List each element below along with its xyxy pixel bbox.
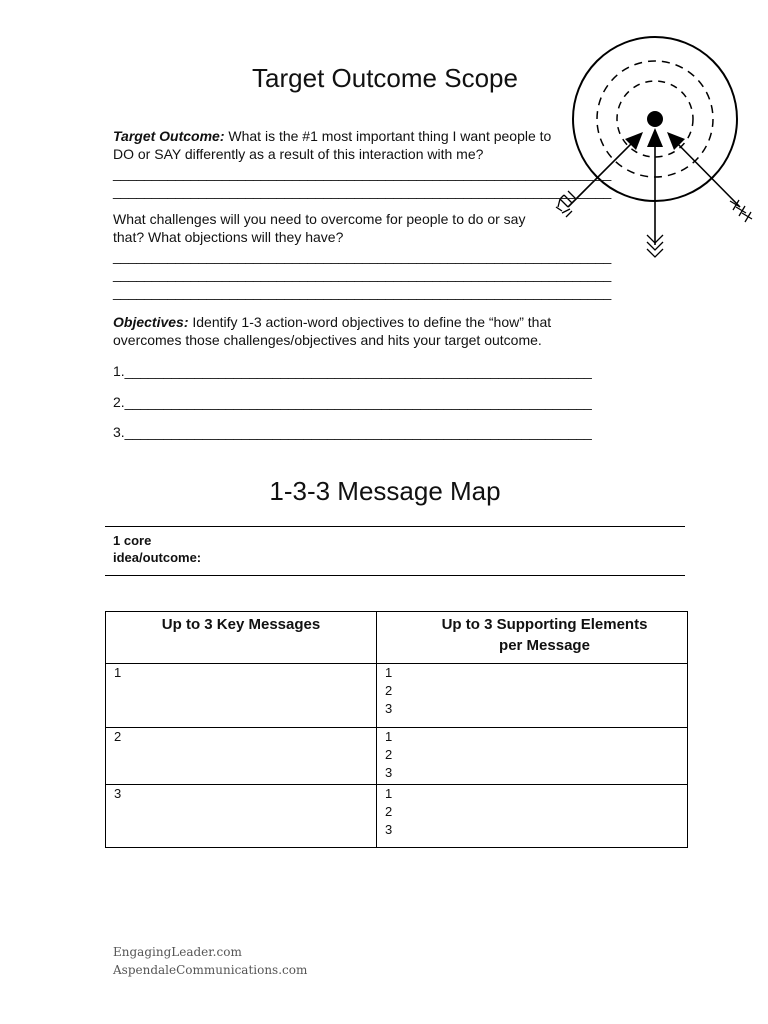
support-number: 2 [385, 683, 393, 698]
column-header-key-messages: Up to 3 Key Messages [106, 612, 377, 664]
row-number: 2 [114, 729, 122, 744]
table-row [106, 664, 688, 728]
support-number: 1 [385, 786, 393, 801]
support-number: 3 [385, 822, 393, 837]
footer-link-aspendale[interactable]: AspendaleCommunications.com [113, 963, 308, 977]
answer-line[interactable]: ________________________________________________________________ [113, 183, 612, 199]
support-number: 2 [385, 804, 393, 819]
supporting-elements-cell[interactable] [377, 728, 688, 785]
supporting-elements-cell[interactable] [377, 785, 688, 848]
challenges-prompt: What challenges will you need to overcome for people to do or say that? What objections will they have? [113, 211, 526, 245]
objectives-label: Objectives: [113, 314, 189, 330]
message-map-title: 1-3-3 Message Map [269, 476, 501, 506]
support-number: 3 [385, 765, 393, 780]
message-map-table [105, 611, 688, 848]
supporting-elements-cell[interactable] [377, 664, 688, 728]
row-number: 3 [114, 786, 122, 801]
table-header-row [106, 612, 688, 664]
support-number: 1 [385, 729, 393, 744]
answer-line[interactable]: ________________________________________________________________ [113, 248, 612, 264]
support-number: 3 [385, 701, 393, 716]
objective-line-2[interactable]: 2.____________________________________________________________ [113, 394, 592, 410]
footer [113, 943, 307, 979]
target-outcome-text: What is the #1 most important thing I want people to DO or SAY differently as a result of this interaction with me? [113, 128, 552, 162]
column-header-supporting-elements: Up to 3 Supporting Elements per Message [377, 612, 688, 664]
objective-line-3[interactable]: 3.____________________________________________________________ [113, 424, 592, 440]
table-row [106, 785, 688, 848]
row-number: 1 [114, 665, 122, 680]
key-message-cell[interactable] [106, 664, 377, 728]
table-row [106, 728, 688, 785]
divider [105, 526, 685, 527]
target-icon [550, 35, 765, 260]
support-number: 2 [385, 747, 393, 762]
target-outcome-prompt [113, 127, 573, 163]
divider [105, 575, 685, 576]
key-message-cell[interactable] [106, 785, 377, 848]
target-outcome-label: Target Outcome: [113, 128, 225, 144]
page-title: Target Outcome Scope [252, 63, 518, 93]
answer-line[interactable]: ________________________________________________________________ [113, 284, 612, 300]
objectives-prompt [113, 313, 593, 349]
key-message-cell[interactable] [106, 728, 377, 785]
objectives-text: Identify 1-3 action-word objectives to define the “how” that overcomes those challenges/objectives and hits your target outcome. [113, 314, 552, 348]
core-idea-label: 1 core idea/outcome: [113, 533, 202, 565]
footer-link-engagingleader[interactable]: EngagingLeader.com [113, 945, 242, 959]
objective-line-1[interactable]: 1.____________________________________________________________ [113, 363, 592, 379]
answer-line[interactable]: ________________________________________________________________ [113, 165, 612, 181]
support-number: 1 [385, 665, 393, 680]
answer-line[interactable]: ________________________________________________________________ [113, 266, 612, 282]
